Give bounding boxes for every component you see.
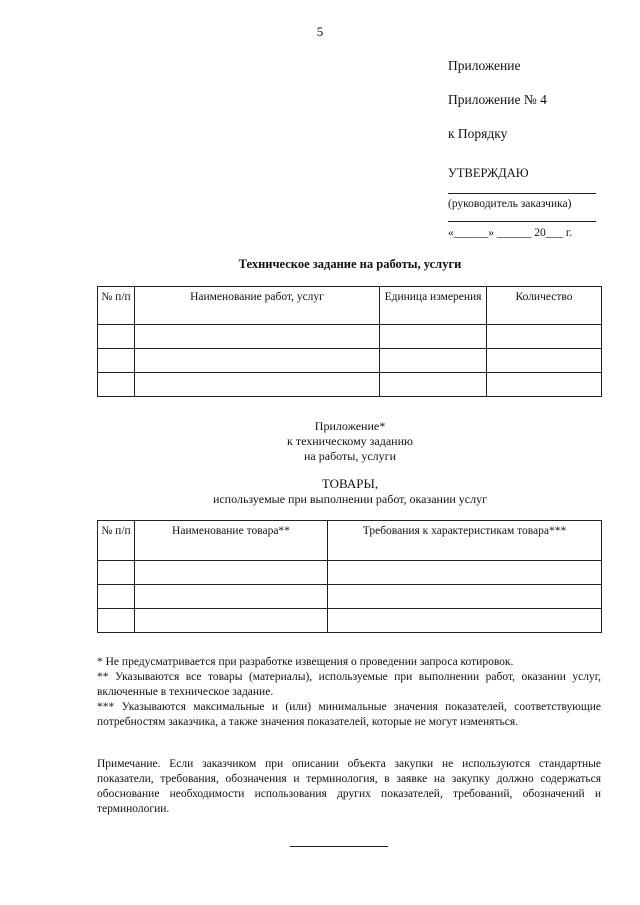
header-unit: Единица измерения xyxy=(380,287,487,325)
table-row xyxy=(98,325,602,349)
header-works-name: Наименование работ, услуг xyxy=(135,287,380,325)
footnote-3: *** Указываются максимальные и (или) минимальные значения показателей, соответствующие потребностям заказчика, а также значения показателей, которые не могут изменяться. xyxy=(97,701,601,728)
footnotes xyxy=(97,655,601,730)
appendix-label: Приложение xyxy=(448,58,521,73)
goods-title: ТОВАРЫ, xyxy=(321,476,379,491)
to-order-label: к Порядку xyxy=(448,126,508,141)
table-header-row xyxy=(98,287,602,325)
annex-works: на работы, услуги xyxy=(304,449,396,463)
table-cell xyxy=(135,561,328,585)
table-header-row xyxy=(98,521,602,561)
header-number: № п/п xyxy=(98,287,135,325)
table-cell xyxy=(487,373,602,397)
table-cell xyxy=(380,325,487,349)
works-table xyxy=(97,286,602,397)
goods-subtitle: используемые при выполнении работ, оказании услуг xyxy=(212,492,488,506)
role-caption: (руководитель заказчика) xyxy=(448,198,572,210)
footnote-2: ** Указываются все товары (материалы), используемые при выполнении работ, оказании услуг, включенные в техническое задание. xyxy=(97,671,601,698)
note-paragraph: Примечание. Если заказчиком при описании объекта закупки не используются стандартные показатели, требования, обозначения и терминология, в заявке на закупку должно содержаться обоснование необходимости использования других показателей, требований, обозначений и терминологии. xyxy=(97,758,601,815)
table-cell xyxy=(328,609,602,633)
footnote-1: * Не предусматривается при разработке извещения о проведении запроса котировок. xyxy=(97,656,514,668)
appendix-number: Приложение № 4 xyxy=(448,92,547,107)
table-cell xyxy=(135,609,328,633)
table-cell xyxy=(487,349,602,373)
table-cell xyxy=(98,561,135,585)
table-cell xyxy=(98,585,135,609)
bottom-divider xyxy=(290,846,388,847)
page-number: 5 xyxy=(316,24,324,39)
table-cell xyxy=(380,373,487,397)
approval-date: «______» ______ 20___ г. xyxy=(448,227,573,239)
table1-title: Техническое задание на работы, услуги xyxy=(238,257,462,271)
header-requirements: Требования к характеристикам товара*** xyxy=(328,521,602,561)
table-row xyxy=(98,349,602,373)
table-row xyxy=(98,561,602,585)
table-cell xyxy=(135,585,328,609)
table-cell xyxy=(135,373,380,397)
annex-label: Приложение* xyxy=(314,419,386,433)
header-number: № п/п xyxy=(98,521,135,561)
goods-table xyxy=(97,520,602,633)
table-row xyxy=(98,373,602,397)
approve-label: УТВЕРЖДАЮ xyxy=(448,166,529,180)
table-cell xyxy=(135,325,380,349)
table-row xyxy=(98,585,602,609)
table-cell xyxy=(135,349,380,373)
date-top-line xyxy=(448,221,596,222)
table-cell xyxy=(487,325,602,349)
annex-to-spec: к техническому заданию xyxy=(287,434,413,448)
table-cell xyxy=(380,349,487,373)
table-cell xyxy=(98,609,135,633)
header-goods-name: Наименование товара** xyxy=(135,521,328,561)
table-cell xyxy=(98,325,135,349)
table-cell xyxy=(98,373,135,397)
table-row xyxy=(98,609,602,633)
table-cell xyxy=(98,349,135,373)
table-cell xyxy=(328,585,602,609)
header-quantity: Количество xyxy=(487,287,602,325)
table-cell xyxy=(328,561,602,585)
signature-line xyxy=(448,193,596,194)
